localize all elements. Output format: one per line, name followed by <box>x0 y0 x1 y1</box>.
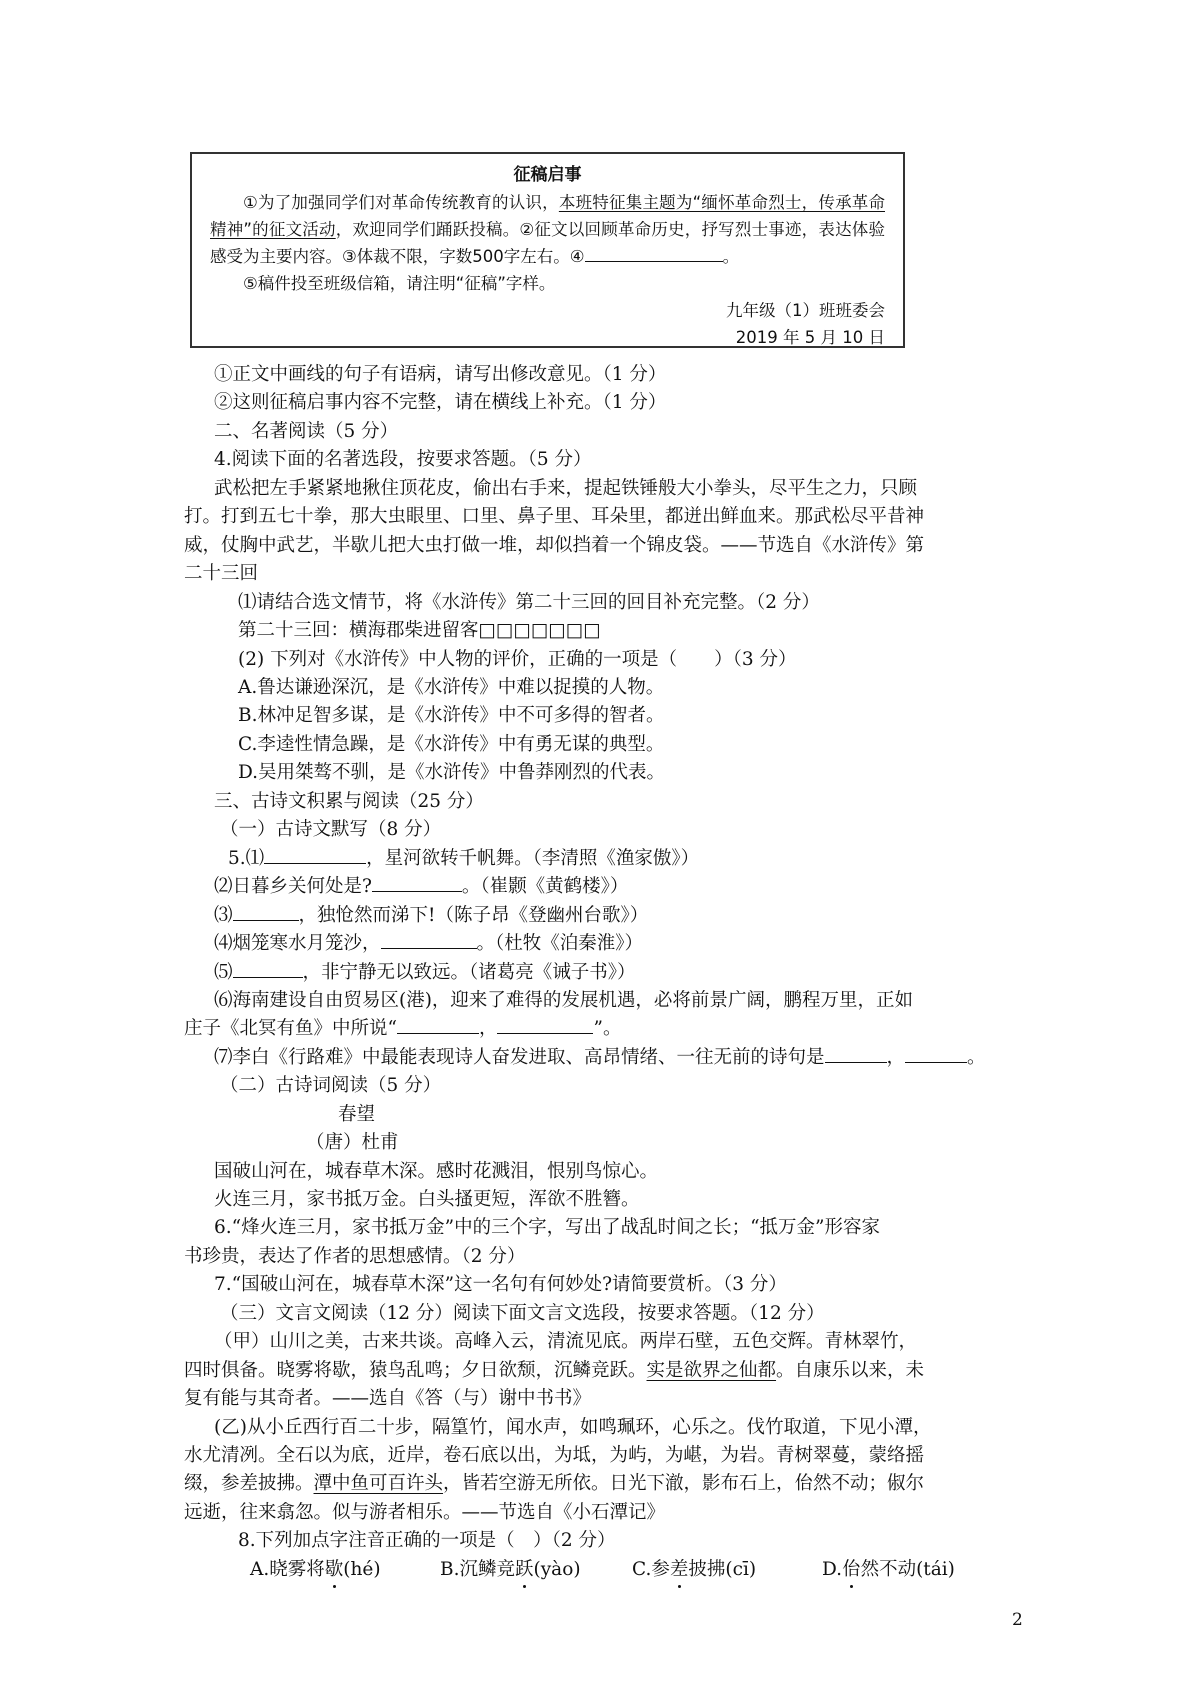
opt-text: 然不动(tái) <box>860 1559 955 1580</box>
question-4-1: ⑴请结合选文情节，将《水浒传》第二十三回的回目补充完整。（2 分） <box>238 592 820 613</box>
q-text: 缀，参差披拂。 <box>184 1473 314 1494</box>
notice-title: 征稿启事 <box>513 165 582 185</box>
passage-line: 武松把左手紧紧地揪住顶花皮，偷出右手来，提起铁锤般大小拳头，尽平生之力，只顾 <box>214 478 918 499</box>
question-4-1-answer: 第二十三回：横海郡柴进留客□□□□□□□ <box>238 620 601 641</box>
page-number: 2 <box>1012 1610 1023 1630</box>
opt-text: (hé) <box>343 1559 381 1580</box>
opt-text: (yào) <box>533 1559 581 1580</box>
passage-b-line: 远逝，往来翕忽。似与游者相乐。——节选自《小石潭记》 <box>184 1502 666 1523</box>
dotted-char: 佁 <box>842 1559 861 1580</box>
q-text: ⑷烟笼寒水月笼沙， <box>214 933 381 954</box>
option-b <box>440 1555 581 1581</box>
q-text: ， <box>478 1018 498 1039</box>
q-text: 庄子《北冥有鱼》中所说“ <box>184 1018 397 1039</box>
option-a: A.鲁达谦逊深沉，是《水浒传》中难以捉摸的人物。 <box>238 677 665 698</box>
dotted-char: 跃 <box>514 1559 534 1580</box>
question-5-7 <box>214 1043 986 1069</box>
question-8: 8.下列加点字注音正确的一项是（ ）（2 分） <box>238 1530 616 1551</box>
underlined-sentence: 潭中鱼可百许头 <box>313 1473 444 1494</box>
subsection-3-heading: （三）文言文阅读（12 分）阅读下面文言文选段，按要求答题。（12 分） <box>220 1303 825 1324</box>
notice-date: 2019 年 5 月 10 日 <box>735 328 885 347</box>
q-text: 。自康乐以来，未 <box>776 1360 925 1381</box>
q-text: ，星河欲转千帆舞。（李清照《渔家傲》） <box>366 848 700 869</box>
passage-a-line <box>184 1356 924 1382</box>
opt-text: 披拂(cī) <box>688 1559 757 1580</box>
passage-line: 威，仗胸中武艺，半歇儿把大虫打做一堆，却似挡着一个锦皮袋。——节选自《水浒传》第 <box>184 535 925 556</box>
question-5-6: ⑹海南建设自由贸易区(港)，迎来了难得的发展机遇，必将前景广阔，鹏程万里，正如 <box>214 990 913 1011</box>
passage-line: 打。打到五七十拳，那大虫眼里、口里、鼻子里、耳朵里，都迸出鲜血来。那武松尽平昔神 <box>184 506 925 527</box>
notice-line-5: ⑤稿件投至班级信箱，请注明“征稿”字样。 <box>243 274 556 293</box>
question-5-1 <box>228 844 699 870</box>
q-text: ⑶ <box>214 905 233 926</box>
option-a <box>250 1555 381 1581</box>
dotted-char: 歇 <box>324 1559 344 1580</box>
option-b: B.林冲足智多谋，是《水浒传》中不可多得的智者。 <box>238 705 665 726</box>
passage-a-line: 复有能与其奇者。——选自《答（与）谢中书书》 <box>184 1388 592 1409</box>
notice-box <box>190 152 905 348</box>
underlined-sentence: 实是欲界之仙都 <box>646 1360 777 1381</box>
q-text: ⑸ <box>214 962 233 983</box>
q-text: ，皆若空游无所依。日光下澈，影布石上，佁然不动；俶尔 <box>443 1473 925 1494</box>
answer-blank[interactable] <box>825 1044 887 1063</box>
poem-title: 春望 <box>338 1104 376 1125</box>
question-6: 6.“烽火连三月，家书抵万金”中的三个字，写出了战乱时间之长；“抵万金”形容家 <box>214 1217 880 1238</box>
subsection-1-heading: （一）古诗文默写（8 分） <box>220 819 442 840</box>
poem-line: 国破山河在，城春草木深。感时花溅泪，恨别鸟惊心。 <box>214 1161 659 1182</box>
notice-underlined-sentence: 本班特征集主题为“缅怀革命烈士，传承革命精神”的征文活动 <box>210 193 885 239</box>
question-4-2: (2) 下列对《水浒传》中人物的评价，正确的一项是（ ）（3 分） <box>238 649 797 670</box>
answer-blank[interactable] <box>397 1015 479 1034</box>
q-text: ⑵日暮乡关何处是? <box>214 876 372 897</box>
opt-text: A.晓雾将 <box>250 1559 325 1580</box>
opt-text: B.沉鳞竞 <box>440 1559 515 1580</box>
passage-b-line: 水尤清冽。全石以为底，近岸，卷石底以出，为坻，为屿，为嵁，为岩。青树翠蔓，蒙络摇 <box>184 1445 925 1466</box>
option-c <box>632 1555 756 1581</box>
question-7: 7.“国破山河在，城春草木深”这一名句有何妙处?请简要赏析。（3 分） <box>214 1274 787 1295</box>
passage-b-line: (乙)从小丘西行百二十步，隔篁竹，闻水声，如鸣珮环，心乐之。伐竹取道，下见小潭， <box>214 1417 932 1438</box>
answer-blank[interactable] <box>905 1044 967 1063</box>
option-d <box>822 1555 955 1581</box>
q-text: 。（杜牧《泊秦淮》） <box>476 933 644 954</box>
notice-signature: 九年级（1）班班委会 <box>726 301 885 320</box>
option-c: C.李逵性情急躁，是《水浒传》中有勇无谋的典型。 <box>238 734 665 755</box>
passage-b-line <box>184 1469 924 1495</box>
question-5-5 <box>214 958 636 984</box>
passage-line: 二十三回 <box>184 563 259 584</box>
q-text: ，非宁静无以致远。（诸葛亮《诫子书》） <box>302 962 636 983</box>
section-2-heading: 二、名著阅读（5 分） <box>214 421 399 442</box>
question-6-cont: 书珍贵，表达了作者的思想感情。（2 分） <box>184 1246 526 1267</box>
answer-blank[interactable] <box>497 1015 593 1034</box>
answer-blank[interactable] <box>372 873 462 892</box>
question-5-4 <box>214 929 643 955</box>
opt-text: D. <box>822 1559 843 1580</box>
question-5-3 <box>214 901 648 927</box>
subsection-2-heading: （二）古诗词阅读（5 分） <box>220 1075 442 1096</box>
option-d: D.吴用桀骜不驯，是《水浒传》中鲁莽刚烈的代表。 <box>238 762 666 783</box>
question-5-2 <box>214 872 628 898</box>
answer-blank[interactable] <box>233 959 303 978</box>
q-text: ，独怆然而涕下!（陈子昂《登幽州台歌》） <box>298 905 649 926</box>
notice-text: ，欢迎同学们踊跃投稿。②征文以回顾革命历史，抒写烈士事迹，表达体验感受为主要内容。③体裁不限，字数500字左右。④ <box>210 220 885 266</box>
q-text: 5.⑴ <box>228 848 265 869</box>
dotted-char: 差 <box>669 1559 689 1580</box>
question-5-6-cont <box>184 1014 621 1040</box>
q-text: 。 <box>967 1047 986 1068</box>
question-3-part-1: ①正文中画线的句子有语病，请写出修改意见。（1 分） <box>214 364 667 385</box>
answer-blank[interactable] <box>233 902 299 921</box>
answer-blank[interactable] <box>264 845 366 864</box>
notice-text: ①为了加强同学们对革命传统教育的认识， <box>243 193 559 212</box>
notice-text: 。 <box>722 247 740 266</box>
notice-blank[interactable] <box>585 243 723 262</box>
poem-line: 火连三月，家书抵万金。白头搔更短，浑欲不胜簪。 <box>214 1189 640 1210</box>
question-3-part-2: ②这则征稿启事内容不完整，请在横线上补充。（1 分） <box>214 392 667 413</box>
question-4: 4.阅读下面的名著选段，按要求答题。（5 分） <box>214 449 592 470</box>
q-text: 四时俱备。晓雾将歇，猿鸟乱鸣；夕日欲颓，沉鳞竞跃。 <box>184 1360 647 1381</box>
q-text: ”。 <box>593 1018 622 1039</box>
q-text: ， <box>886 1047 906 1068</box>
q-text: ⑺李白《行路难》中最能表现诗人奋发进取、高昂情绪、一往无前的诗句是 <box>214 1047 825 1068</box>
notice-body <box>210 189 885 270</box>
answer-blank[interactable] <box>381 930 477 949</box>
passage-a-line: （甲）山川之美，古来共谈。高峰入云，清流见底。两岸石壁，五色交辉。青林翠竹， <box>214 1331 918 1352</box>
opt-text: C.参 <box>632 1559 670 1580</box>
q-text: 。（崔颢《黄鹤楼》） <box>461 876 629 897</box>
section-3-heading: 三、古诗文积累与阅读（25 分） <box>214 791 484 812</box>
poem-author: （唐）杜甫 <box>306 1132 399 1153</box>
